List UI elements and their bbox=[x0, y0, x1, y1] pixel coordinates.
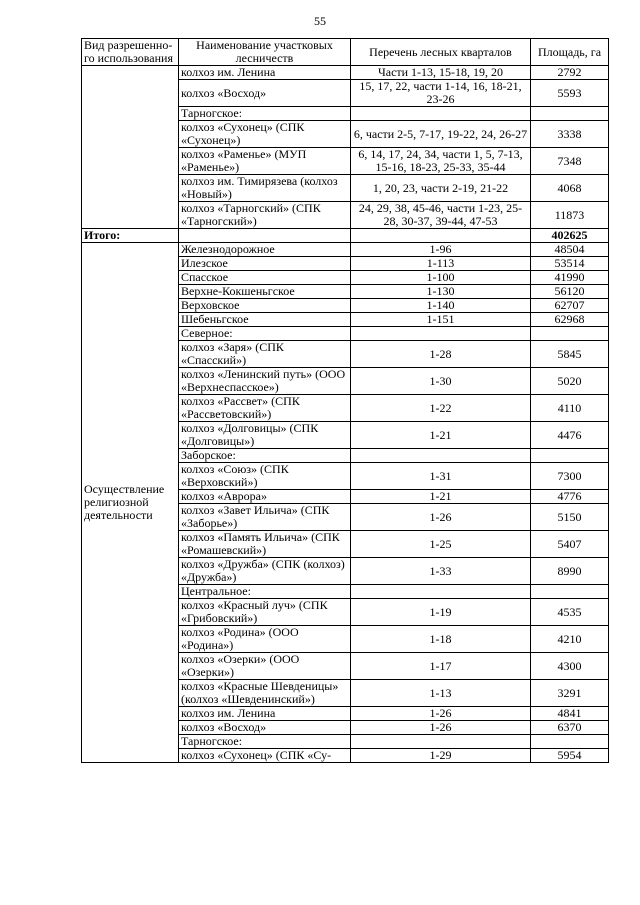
quarters-cell: 1-100 bbox=[351, 271, 531, 285]
area-cell: 48504 bbox=[531, 243, 609, 257]
forestry-name-cell: колхоз «Память Ильича» (СПК «Ромашевский») bbox=[179, 531, 351, 558]
area-cell: 11873 bbox=[531, 202, 609, 229]
area-cell: 4110 bbox=[531, 395, 609, 422]
total-empty-2 bbox=[351, 229, 531, 243]
block1-body bbox=[82, 66, 609, 229]
area-cell: 5407 bbox=[531, 531, 609, 558]
area-cell: 6370 bbox=[531, 721, 609, 735]
quarters-cell: 1-140 bbox=[351, 299, 531, 313]
forestry-name-cell: Центральное: bbox=[179, 585, 351, 599]
area-cell: 53514 bbox=[531, 257, 609, 271]
area-cell bbox=[531, 327, 609, 341]
quarters-cell: 1-26 bbox=[351, 707, 531, 721]
forestry-name-cell: колхоз «Родина» (ООО «Родина») bbox=[179, 626, 351, 653]
area-cell: 8990 bbox=[531, 558, 609, 585]
quarters-cell: 15, 17, 22, части 1-14, 16, 18-21, 23-26 bbox=[351, 80, 531, 107]
area-cell bbox=[531, 735, 609, 749]
quarters-cell: 1-26 bbox=[351, 721, 531, 735]
total-row bbox=[82, 229, 609, 243]
forestry-name-cell: колхоз «Красный луч» (СПК «Грибовский») bbox=[179, 599, 351, 626]
page-number: 55 bbox=[314, 14, 326, 28]
forestry-name-cell: Заборское: bbox=[179, 449, 351, 463]
quarters-cell: 1-19 bbox=[351, 599, 531, 626]
quarters-cell bbox=[351, 107, 531, 121]
table-row bbox=[82, 66, 609, 80]
forestry-name-cell: колхоз «Раменье» (МУП «Раменье») bbox=[179, 148, 351, 175]
forestry-name-cell: колхоз «Рассвет» (СПК «Рассветовский») bbox=[179, 395, 351, 422]
forestry-name-cell: Спасское bbox=[179, 271, 351, 285]
forestry-name-cell: колхоз «Долговицы» (СПК «Долговицы») bbox=[179, 422, 351, 449]
forestry-name-cell: колхоз «Восход» bbox=[179, 721, 351, 735]
area-cell: 4776 bbox=[531, 490, 609, 504]
quarters-cell: 1-151 bbox=[351, 313, 531, 327]
quarters-cell: 1-18 bbox=[351, 626, 531, 653]
forestry-name-cell: колхоз «Аврора» bbox=[179, 490, 351, 504]
total-empty-1 bbox=[179, 229, 351, 243]
forestry-name-cell: колхоз «Ленинский путь» (ООО «Верхнеспасское») bbox=[179, 368, 351, 395]
forestry-name-cell: колхоз им. Ленина bbox=[179, 707, 351, 721]
quarters-cell: 1-17 bbox=[351, 653, 531, 680]
forestry-name-cell: колхоз «Союз» (СПК «Верховский») bbox=[179, 463, 351, 490]
usage-type-cell: Осуществление религиозной деятельности bbox=[82, 243, 179, 763]
forestry-name-cell: колхоз «Красные Шевденицы» (колхоз «Шевденинский») bbox=[179, 680, 351, 707]
table-row bbox=[82, 243, 609, 257]
quarters-cell: 1-33 bbox=[351, 558, 531, 585]
quarters-cell: 1, 20, 23, части 2-19, 21-22 bbox=[351, 175, 531, 202]
quarters-cell: 6, 14, 17, 24, 34, части 1, 5, 7-13, 15-16, 18-23, 25-33, 35-44 bbox=[351, 148, 531, 175]
forestry-name-cell: Тарногское: bbox=[179, 107, 351, 121]
area-cell: 5954 bbox=[531, 749, 609, 763]
quarters-cell: Части 1-13, 15-18, 19, 20 bbox=[351, 66, 531, 80]
forestry-name-cell: колхоз «Завет Ильича» (СПК «Заборье») bbox=[179, 504, 351, 531]
quarters-cell: 1-113 bbox=[351, 257, 531, 271]
quarters-cell: 1-22 bbox=[351, 395, 531, 422]
forestry-name-cell: колхоз им. Ленина bbox=[179, 66, 351, 80]
quarters-cell: 1-25 bbox=[351, 531, 531, 558]
usage-type-cell bbox=[82, 66, 179, 229]
header-usage-type: Вид разрешенно-го использования bbox=[82, 39, 179, 66]
area-cell: 5150 bbox=[531, 504, 609, 531]
forestry-name-cell: Шебеньгское bbox=[179, 313, 351, 327]
quarters-cell: 24, 29, 38, 45-46, части 1-23, 25-28, 30-37, 39-44, 47-53 bbox=[351, 202, 531, 229]
area-cell: 3338 bbox=[531, 121, 609, 148]
area-cell: 4535 bbox=[531, 599, 609, 626]
quarters-cell bbox=[351, 327, 531, 341]
area-cell bbox=[531, 449, 609, 463]
forestry-name-cell: колхоз «Восход» bbox=[179, 80, 351, 107]
quarters-cell bbox=[351, 449, 531, 463]
area-cell: 5845 bbox=[531, 341, 609, 368]
forestry-name-cell: колхоз «Озерки» (ООО «Озерки») bbox=[179, 653, 351, 680]
quarters-cell bbox=[351, 585, 531, 599]
forestry-name-cell: Тарногское: bbox=[179, 735, 351, 749]
header-quarters-list: Перечень лесных кварталов bbox=[351, 39, 531, 66]
area-cell: 56120 bbox=[531, 285, 609, 299]
header-area: Площадь, га bbox=[531, 39, 609, 66]
forestry-name-cell: Северное: bbox=[179, 327, 351, 341]
area-cell: 7300 bbox=[531, 463, 609, 490]
forestry-name-cell: колхоз «Дружба» (СПК (колхоз) «Дружба») bbox=[179, 558, 351, 585]
area-cell: 4476 bbox=[531, 422, 609, 449]
area-cell: 5020 bbox=[531, 368, 609, 395]
forestry-name-cell: колхоз «Сухонец» (СПК «Сухонец») bbox=[179, 121, 351, 148]
area-cell: 4210 bbox=[531, 626, 609, 653]
area-cell: 3291 bbox=[531, 680, 609, 707]
area-cell bbox=[531, 107, 609, 121]
quarters-cell: 1-96 bbox=[351, 243, 531, 257]
quarters-cell: 1-130 bbox=[351, 285, 531, 299]
quarters-cell: 1-31 bbox=[351, 463, 531, 490]
block2-body bbox=[82, 243, 609, 763]
quarters-cell: 1-28 bbox=[351, 341, 531, 368]
forestry-name-cell: Верховское bbox=[179, 299, 351, 313]
table-header-row bbox=[82, 39, 609, 66]
area-cell: 41990 bbox=[531, 271, 609, 285]
quarters-cell: 1-13 bbox=[351, 680, 531, 707]
area-cell: 4841 bbox=[531, 707, 609, 721]
quarters-cell: 1-29 bbox=[351, 749, 531, 763]
total-value: 402625 bbox=[531, 229, 609, 243]
total-label: Итого: bbox=[82, 229, 179, 243]
quarters-cell: 1-21 bbox=[351, 490, 531, 504]
forestry-name-cell: колхоз «Сухонец» (СПК «Су- bbox=[179, 749, 351, 763]
area-cell: 4068 bbox=[531, 175, 609, 202]
area-cell: 2792 bbox=[531, 66, 609, 80]
forestry-name-cell: колхоз «Заря» (СПК «Спасский») bbox=[179, 341, 351, 368]
forestry-name-cell: Верхне-Кокшеньгское bbox=[179, 285, 351, 299]
forestry-name-cell: Железнодорожное bbox=[179, 243, 351, 257]
area-cell: 4300 bbox=[531, 653, 609, 680]
area-cell bbox=[531, 585, 609, 599]
forestry-name-cell: Илезское bbox=[179, 257, 351, 271]
forest-quarters-table bbox=[81, 38, 609, 763]
quarters-cell: 1-21 bbox=[351, 422, 531, 449]
area-cell: 5593 bbox=[531, 80, 609, 107]
area-cell: 7348 bbox=[531, 148, 609, 175]
forestry-name-cell: колхоз «Тарногский» (СПК «Тарногский») bbox=[179, 202, 351, 229]
quarters-cell: 1-30 bbox=[351, 368, 531, 395]
quarters-cell bbox=[351, 735, 531, 749]
quarters-cell: 6, части 2-5, 7-17, 19-22, 24, 26-27 bbox=[351, 121, 531, 148]
area-cell: 62968 bbox=[531, 313, 609, 327]
area-cell: 62707 bbox=[531, 299, 609, 313]
quarters-cell: 1-26 bbox=[351, 504, 531, 531]
header-forestry-name: Наименование участковых лесничеств bbox=[179, 39, 351, 66]
forestry-name-cell: колхоз им. Тимирязева (колхоз «Новый») bbox=[179, 175, 351, 202]
